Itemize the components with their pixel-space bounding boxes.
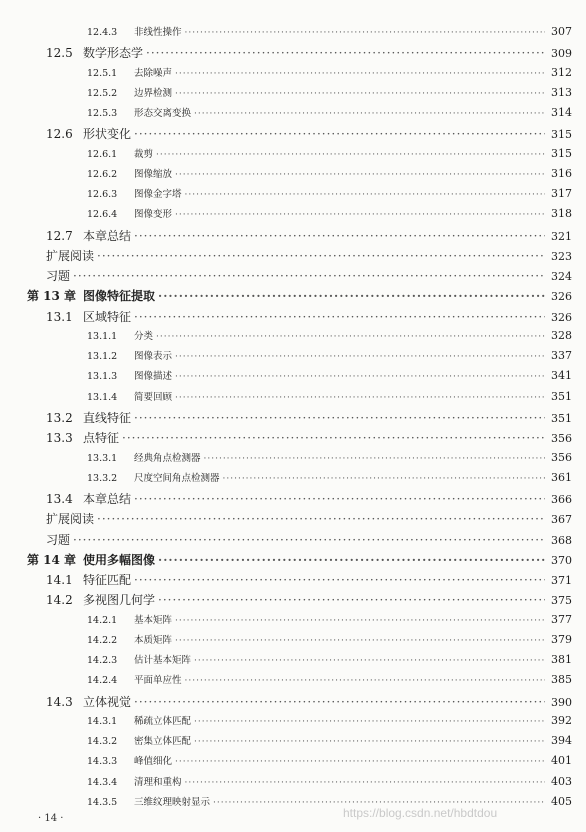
toc-entry-page: 394 [551, 734, 572, 748]
leader-dots [134, 127, 545, 141]
toc-entry-number: 12.5.3 [87, 108, 118, 120]
toc-entry-number: 13.3.2 [87, 472, 118, 484]
toc-entry-page: 307 [551, 25, 572, 38]
toc-entry-number: 12.6 [46, 127, 73, 142]
toc-entry-title: 经典角点检测器 [134, 452, 201, 464]
toc-entry-section [0, 409, 572, 426]
leader-dots [73, 533, 545, 547]
toc-entry-title: 使用多幅图像 [83, 552, 156, 567]
leader-dots [223, 474, 545, 484]
toc-entry-section [0, 591, 572, 608]
toc-entry-title: 扩展阅读 [46, 248, 95, 263]
leader-dots [146, 46, 545, 60]
leader-dots [156, 150, 545, 160]
toc-entry-title: 直线特征 [83, 411, 132, 425]
toc-entry-page: 315 [551, 146, 572, 160]
toc-entry-page: 385 [551, 673, 572, 687]
toc-entry-sub [0, 85, 572, 99]
toc-entry-section [0, 125, 572, 142]
leader-dots [158, 593, 545, 607]
toc-entry-page: 316 [551, 166, 572, 180]
toc-entry-sub [0, 632, 572, 646]
toc-entry-sub [0, 105, 572, 119]
leader-dots [194, 109, 545, 119]
toc-entry-number: 12.4.3 [87, 27, 118, 38]
toc-entry-number: 12.6.1 [87, 148, 118, 160]
toc-entry-page: 392 [551, 713, 572, 727]
toc-entry-page: 341 [551, 369, 572, 383]
toc-entry-sub [0, 166, 572, 180]
toc-entry-page: 403 [551, 774, 572, 788]
toc-entry-sub [0, 328, 572, 342]
toc-entry-page: 401 [551, 754, 572, 768]
toc-entry-number: 第 13 章 [27, 289, 77, 304]
toc-entry-page: 366 [551, 493, 572, 507]
toc-entry-title: 峰值细化 [134, 756, 173, 768]
leader-dots [73, 269, 545, 283]
toc-entry-page: 351 [551, 412, 572, 425]
toc-entry-number: 13.4 [46, 492, 73, 507]
toc-entry-sub [0, 672, 572, 686]
toc-entry-title: 基本矩阵 [134, 614, 173, 626]
toc-entry-number: 14.2 [46, 593, 73, 608]
toc-entry-title: 图像金字塔 [134, 189, 182, 201]
toc-entry-number: 12.5.1 [87, 67, 118, 79]
toc-entry-title: 区域特征 [83, 309, 132, 324]
toc-entry-title: 密集立体匹配 [134, 736, 192, 748]
toc-entry-sub [0, 24, 572, 38]
leader-dots [175, 210, 545, 220]
toc-entry-chapter [0, 551, 572, 568]
toc-entry-number: 13.2 [46, 411, 73, 425]
toc-entry-extra [0, 247, 572, 264]
toc-entry-section [0, 429, 572, 446]
toc-entry-title: 分类 [134, 330, 154, 342]
toc-entry-title: 特征匹配 [83, 573, 132, 588]
toc-entry-number: 13.1.1 [87, 330, 118, 342]
leader-dots [185, 190, 545, 200]
toc-entry-sub [0, 774, 572, 788]
toc-entry-page: 368 [551, 533, 572, 547]
leader-dots [158, 553, 545, 567]
leader-dots [175, 352, 545, 362]
toc-entry-title: 去除噪声 [134, 67, 173, 79]
toc-entry-title: 稀疏立体匹配 [134, 715, 192, 727]
leader-dots [194, 737, 545, 747]
leader-dots [175, 393, 545, 403]
toc-entry-title: 扩展阅读 [46, 512, 95, 527]
toc-entry-page: 318 [551, 207, 572, 221]
toc-entry-number: 第 14 章 [27, 552, 77, 567]
toc-entry-sub [0, 753, 572, 767]
leader-dots [185, 28, 545, 38]
leader-dots [134, 310, 545, 324]
toc-entry-title: 非线性操作 [134, 27, 182, 38]
toc-entry-section [0, 693, 572, 710]
toc-entry-section [0, 308, 572, 325]
leader-dots [97, 512, 545, 526]
toc-entry-page: 328 [551, 328, 572, 342]
toc-entry-title: 边界检测 [134, 87, 173, 99]
leader-dots [175, 372, 545, 382]
toc-entry-title: 本章总结 [83, 492, 132, 507]
leader-dots [194, 656, 545, 666]
watermark: https://blog.csdn.net/hbdtdou [343, 806, 498, 820]
toc-entry-sub [0, 348, 572, 362]
toc-entry-title: 点特征 [83, 431, 120, 446]
toc-entry-number: 14.3 [46, 694, 73, 709]
toc-entry-title: 图像缩放 [134, 168, 173, 180]
toc-entry-number: 12.7 [46, 228, 73, 243]
toc-entry-extra [0, 267, 572, 284]
toc-entry-sub [0, 733, 572, 747]
toc-entry-title: 本章总结 [83, 228, 132, 243]
toc-entry-chapter [0, 287, 572, 304]
toc-entry-number: 12.5.2 [87, 87, 118, 99]
toc-entry-title: 图像表示 [134, 351, 173, 363]
toc-entry-page: 356 [551, 450, 572, 464]
leader-dots [97, 249, 545, 263]
toc-entry-page: 315 [551, 128, 572, 142]
leader-dots [175, 616, 545, 626]
toc-entry-page: 371 [551, 574, 572, 588]
leader-dots [204, 454, 545, 464]
toc-entry-page: 323 [551, 249, 572, 263]
toc-entry-page: 337 [551, 349, 572, 363]
toc-entry-title: 图像变形 [134, 209, 173, 221]
toc-entry-sub [0, 146, 572, 160]
toc-entry-number: 14.2.1 [87, 614, 118, 626]
toc-entry-extra [0, 531, 572, 548]
toc-entry-number: 14.2.3 [87, 655, 118, 667]
toc-entry-title: 裁剪 [134, 148, 154, 160]
leader-dots [185, 778, 545, 788]
leader-dots [175, 757, 545, 767]
toc-entry-sub [0, 612, 572, 626]
toc-entry-page: 321 [551, 229, 572, 243]
toc-entry-section [0, 490, 572, 507]
leader-dots [175, 636, 545, 646]
toc-entry-number: 12.5 [46, 46, 73, 61]
toc-entry-title: 图像描述 [134, 371, 173, 383]
toc-entry-page: 367 [551, 513, 572, 527]
leader-dots [134, 573, 545, 587]
toc-entry-page: 379 [551, 632, 572, 646]
leader-dots [134, 492, 545, 506]
toc-entry-page: 309 [551, 47, 572, 61]
toc-entry-page: 312 [551, 65, 572, 79]
toc-entry-section [0, 44, 572, 61]
toc-entry-title: 平面单应性 [134, 675, 182, 687]
toc-entry-sub [0, 470, 572, 484]
toc-entry-title: 简要回顾 [134, 391, 173, 403]
toc-entry-page: 356 [551, 432, 572, 446]
toc-entry-page: 381 [551, 653, 572, 667]
toc-entry-number: 14.3.3 [87, 756, 118, 768]
toc-entry-sub [0, 652, 572, 666]
page-number: · 14 · [38, 813, 64, 824]
toc-entry-page: 370 [551, 553, 572, 567]
toc-entry-page: 390 [551, 695, 572, 709]
toc-entry-number: 14.3.2 [87, 736, 118, 748]
leader-dots [175, 69, 545, 79]
toc-entry-number: 14.3.1 [87, 715, 118, 727]
toc-entry-title: 尺度空间角点检测器 [134, 472, 220, 484]
toc-entry-title: 立体视觉 [83, 694, 132, 709]
toc-entry-number: 13.3 [46, 431, 73, 446]
toc-entry-title: 数学形态学 [83, 46, 144, 61]
toc-entry-number: 13.1.2 [87, 351, 118, 363]
toc-entry-number: 13.1.3 [87, 371, 118, 383]
toc-entry-title: 清理和重构 [134, 776, 182, 788]
toc-entry-page: 313 [551, 85, 572, 99]
toc-entry-number: 14.2.4 [87, 675, 118, 687]
toc-entry-sub [0, 713, 572, 727]
toc-entry-sub [0, 368, 572, 382]
toc-entry-title: 图像特征提取 [83, 289, 156, 304]
leader-dots [134, 411, 545, 425]
toc-entry-number: 12.6.2 [87, 168, 118, 180]
toc-entry-number: 12.6.3 [87, 189, 118, 201]
leader-dots [194, 717, 545, 727]
toc-entry-number: 14.3.5 [87, 797, 118, 808]
toc-entry-title: 习题 [46, 532, 71, 547]
toc-entry-sub [0, 450, 572, 464]
toc-entry-page: 326 [551, 310, 572, 324]
toc-entry-page: 326 [551, 290, 572, 304]
leader-dots [134, 695, 545, 709]
toc-entry-sub [0, 65, 572, 79]
toc-entry-page: 314 [551, 106, 572, 120]
leader-dots [134, 229, 545, 243]
toc-entry-number: 14.3.4 [87, 776, 118, 788]
toc-entry-title: 形状变化 [83, 127, 132, 142]
toc-entry-section [0, 227, 572, 244]
toc-entry-page: 375 [551, 594, 572, 608]
toc-entry-title: 形态交离变换 [134, 108, 192, 120]
toc-entry-title: 习题 [46, 269, 71, 284]
toc-entry-number: 14.2.2 [87, 634, 118, 646]
toc-entry-number: 12.6.4 [87, 209, 118, 221]
toc-entry-page: 324 [551, 270, 572, 284]
toc-entry-number: 13.1 [46, 309, 73, 324]
toc-entry-title: 估计基本矩阵 [134, 655, 192, 667]
leader-dots [175, 170, 545, 180]
toc-entry-title: 三维纹理映射显示 [134, 797, 211, 808]
toc-entry-number: 14.1 [46, 573, 73, 588]
leader-dots [122, 431, 545, 445]
toc-entry-page: 317 [551, 187, 572, 201]
toc-entry-page: 361 [551, 470, 572, 484]
toc-entry-number: 13.3.1 [87, 452, 118, 464]
leader-dots [156, 332, 545, 342]
toc-entry-page: 351 [551, 389, 572, 403]
toc-entry-section [0, 571, 572, 588]
toc-entry-sub [0, 186, 572, 200]
leader-dots [158, 289, 545, 303]
toc-entry-number: 13.1.4 [87, 391, 118, 403]
leader-dots [175, 89, 545, 99]
toc-entry-extra [0, 510, 572, 527]
toc-entry-page: 405 [551, 795, 572, 808]
toc-entry-page: 377 [551, 612, 572, 626]
leader-dots [185, 676, 545, 686]
toc-entry-sub [0, 206, 572, 220]
toc-entry-sub [0, 389, 572, 403]
toc-entry-title: 本质矩阵 [134, 634, 173, 646]
toc-entry-title: 多视图几何学 [83, 593, 156, 608]
